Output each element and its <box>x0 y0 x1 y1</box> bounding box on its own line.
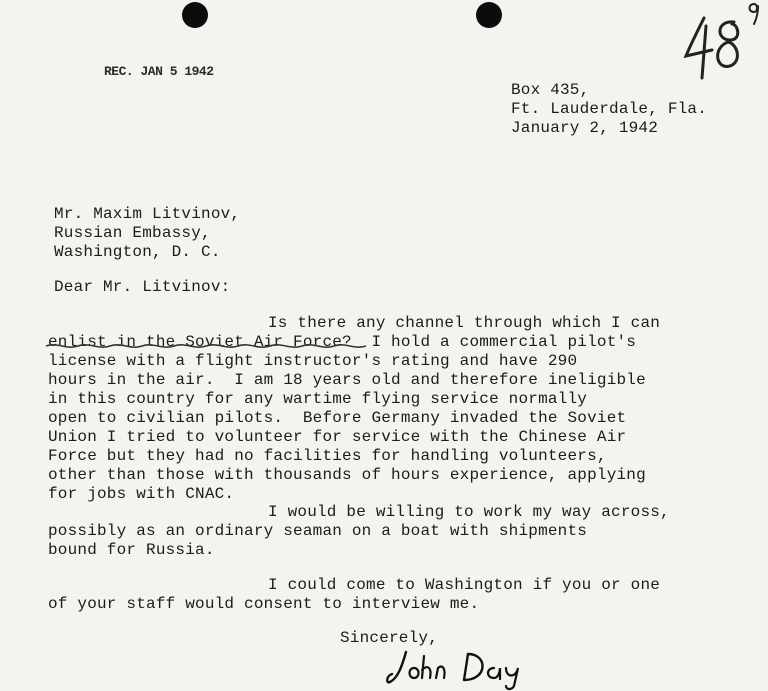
handwritten-underline <box>44 340 384 356</box>
paragraph2-line: possibly as an ordinary seaman on a boat with shipments <box>48 522 588 540</box>
recipient-city: Washington, D. C. <box>54 243 221 261</box>
signature <box>384 646 544 691</box>
received-stamp: REC. JAN 5 1942 <box>104 64 214 79</box>
handwritten-annotation <box>676 0 768 96</box>
return-address-city: Ft. Lauderdale, Fla. <box>511 100 708 118</box>
paragraph3-line: I could come to Washington if you or one <box>268 576 661 594</box>
paragraph3-line: of your staff would consent to interview me. <box>48 595 480 613</box>
recipient-org: Russian Embassy, <box>54 224 211 242</box>
paragraph1-line: open to civilian pilots. Before Germany invaded the Soviet <box>48 409 627 427</box>
paragraph1-line: Is there any channel through which I can <box>268 314 661 332</box>
recipient-name: Mr. Maxim Litvinov, <box>54 205 241 223</box>
paragraph2-line: bound for Russia. <box>48 541 215 559</box>
punch-hole-left <box>182 2 208 28</box>
paragraph1-line: hours in the air. I am 18 years old and therefore ineligible <box>48 371 646 389</box>
paragraph1-line: license with a flight instructor's rating and have 290 <box>48 352 578 370</box>
paragraph1-line: Union I tried to volunteer for service with the Chinese Air <box>48 428 627 446</box>
paragraph1-line: Force but they had no facilities for handling volunteers, <box>48 447 607 465</box>
punch-hole-right <box>476 2 502 28</box>
paragraph1-line: other than those with thousands of hours experience, applying <box>48 466 646 484</box>
paragraph2-line: I would be willing to work my way across, <box>268 503 670 521</box>
closing: Sincerely, <box>340 629 439 647</box>
paragraph1-line: for jobs with CNAC. <box>48 485 235 503</box>
return-address-box: Box 435, <box>511 81 590 99</box>
paragraph1-line: enlist in the Soviet Air Force? I hold a commercial pilot's <box>48 333 637 351</box>
salutation: Dear Mr. Litvinov: <box>54 278 231 296</box>
letter-date: January 2, 1942 <box>511 119 659 137</box>
paragraph1-line: in this country for any wartime flying service normally <box>48 390 588 408</box>
